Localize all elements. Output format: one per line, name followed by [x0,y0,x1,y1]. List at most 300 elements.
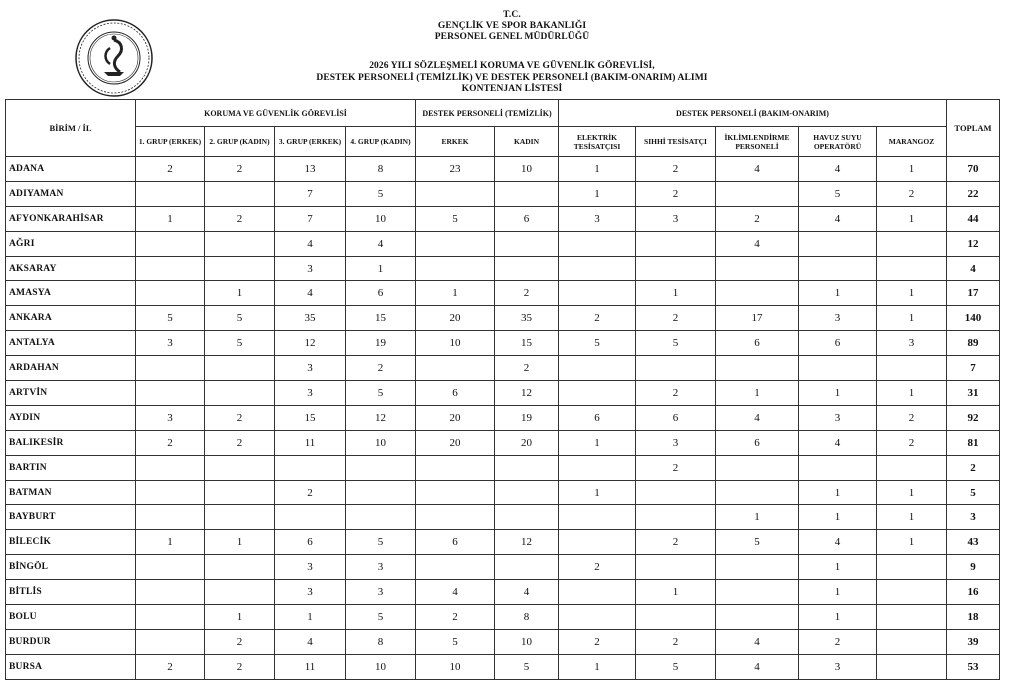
total-cell: 70 [947,157,1000,182]
quota-cell: 11 [275,654,346,679]
subheader-4: ERKEK [416,127,495,157]
quota-cell: 1 [716,381,799,406]
quota-cell [205,505,275,530]
quota-cell: 2 [877,181,947,206]
quota-cell: 3 [799,306,877,331]
quota-cell: 2 [636,629,716,654]
quota-cell: 4 [799,206,877,231]
header-line-5: DESTEK PERSONELİ (TEMİZLİK) VE DESTEK PERSONELİ (BAKIM-ONARIM) ALIMI [316,72,708,83]
quota-cell: 10 [416,654,495,679]
province-name: BURSA [6,654,136,679]
province-name: BOLU [6,605,136,630]
quota-cell: 3 [799,405,877,430]
quota-cell: 5 [495,654,559,679]
province-name: AFYONKARAHİSAR [6,206,136,231]
quota-cell: 4 [716,405,799,430]
quota-cell [136,629,205,654]
quota-cell [636,231,716,256]
quota-cell [559,256,636,281]
quota-cell: 1 [559,430,636,455]
quota-cell [205,480,275,505]
quota-cell: 19 [346,331,416,356]
table-row [6,157,1000,182]
quota-cell [416,231,495,256]
quota-cell: 6 [716,430,799,455]
quota-cell: 4 [799,530,877,555]
quota-cell [716,555,799,580]
province-name: BİLECİK [6,530,136,555]
col-birim-header: BİRİM / İL [6,100,136,157]
quota-cell [205,256,275,281]
quota-cell [495,231,559,256]
quota-cell: 2 [636,530,716,555]
table-row [6,256,1000,281]
quota-cell: 3 [275,356,346,381]
total-cell: 12 [947,231,1000,256]
table-row [6,181,1000,206]
quota-cell [716,181,799,206]
subheader-3: 4. GRUP (KADIN) [346,127,416,157]
quota-cell: 3 [136,331,205,356]
quota-cell: 1 [877,530,947,555]
quota-cell: 2 [346,356,416,381]
quota-cell [205,181,275,206]
quota-cell [559,580,636,605]
quota-cell [136,455,205,480]
province-name: ARDAHAN [6,356,136,381]
quota-cell: 3 [346,580,416,605]
quota-cell [495,256,559,281]
quota-cell: 5 [205,331,275,356]
total-cell: 16 [947,580,1000,605]
quota-cell [877,231,947,256]
total-cell: 3 [947,505,1000,530]
quota-cell: 1 [636,281,716,306]
quota-cell: 1 [205,530,275,555]
quota-cell: 1 [799,480,877,505]
quota-cell: 1 [877,306,947,331]
quota-cell: 4 [799,157,877,182]
quota-cell: 1 [877,480,947,505]
quota-cell: 5 [416,629,495,654]
quota-cell [275,455,346,480]
quota-cell: 2 [205,206,275,231]
quota-cell: 20 [416,405,495,430]
quota-cell: 19 [495,405,559,430]
quota-cell [559,381,636,406]
quota-cell: 6 [716,331,799,356]
table-row [6,455,1000,480]
province-name: AMASYA [6,281,136,306]
quota-cell: 1 [275,605,346,630]
quota-cell: 4 [346,231,416,256]
quota-cell: 15 [346,306,416,331]
quota-cell [136,356,205,381]
quota-cell: 5 [346,181,416,206]
quota-cell: 3 [275,381,346,406]
quota-cell: 2 [636,181,716,206]
quota-table [5,99,1000,680]
quota-cell: 1 [877,206,947,231]
quota-cell: 5 [346,605,416,630]
header-line-4: 2026 YILI SÖZLEŞMELİ KORUMA VE GÜVENLİK GÖREVLİSİ, [369,61,655,71]
quota-cell: 4 [716,654,799,679]
quota-cell: 35 [495,306,559,331]
quota-cell [416,455,495,480]
quota-cell [559,530,636,555]
quota-cell [205,555,275,580]
quota-cell [495,480,559,505]
quota-cell [799,356,877,381]
quota-cell [136,181,205,206]
total-cell: 7 [947,356,1000,381]
quota-cell: 2 [495,281,559,306]
quota-cell [716,356,799,381]
quota-cell: 4 [716,157,799,182]
quota-cell: 1 [559,480,636,505]
quota-cell: 5 [205,306,275,331]
subheader-5: KADIN [495,127,559,157]
quota-cell: 2 [877,430,947,455]
province-name: AĞRI [6,231,136,256]
quota-cell: 12 [275,331,346,356]
quota-cell: 7 [275,181,346,206]
quota-cell: 2 [416,605,495,630]
quota-cell [559,281,636,306]
total-cell: 92 [947,405,1000,430]
quota-cell: 8 [495,605,559,630]
province-name: BATMAN [6,480,136,505]
table-row [6,405,1000,430]
quota-cell: 1 [136,530,205,555]
quota-cell: 5 [416,206,495,231]
quota-cell: 4 [495,580,559,605]
quota-cell [346,480,416,505]
quota-cell: 1 [559,157,636,182]
quota-cell [636,555,716,580]
quota-cell: 3 [275,580,346,605]
table-row [6,231,1000,256]
quota-cell: 1 [877,157,947,182]
quota-cell [877,654,947,679]
quota-cell [136,231,205,256]
quota-cell: 2 [799,629,877,654]
quota-cell: 6 [799,331,877,356]
quota-cell: 6 [416,381,495,406]
quota-cell [716,605,799,630]
quota-cell: 8 [346,629,416,654]
quota-cell: 2 [205,405,275,430]
province-name: AYDIN [6,405,136,430]
quota-cell: 5 [716,530,799,555]
quota-cell [799,455,877,480]
quota-cell [799,256,877,281]
quota-cell: 6 [636,405,716,430]
quota-cell: 2 [205,654,275,679]
total-cell: 89 [947,331,1000,356]
quota-cell [136,281,205,306]
quota-cell: 3 [136,405,205,430]
quota-cell: 11 [275,430,346,455]
quota-cell: 10 [346,430,416,455]
quota-cell [716,480,799,505]
quota-cell [416,356,495,381]
quota-cell: 5 [346,530,416,555]
group-bakim-header: DESTEK PERSONELİ (BAKIM-ONARIM) [559,100,947,127]
total-cell: 18 [947,605,1000,630]
quota-cell: 1 [205,605,275,630]
quota-cell [716,281,799,306]
header-line-1: T.C. [503,10,521,20]
quota-cell: 3 [275,555,346,580]
quota-cell: 8 [346,157,416,182]
quota-cell [205,231,275,256]
total-cell: 22 [947,181,1000,206]
province-name: BAYBURT [6,505,136,530]
quota-cell: 1 [799,605,877,630]
province-name: AKSARAY [6,256,136,281]
quota-cell: 1 [205,281,275,306]
quota-cell: 5 [136,306,205,331]
quota-cell: 20 [416,306,495,331]
quota-cell: 2 [636,381,716,406]
quota-cell: 2 [275,480,346,505]
quota-cell: 1 [716,505,799,530]
quota-cell: 2 [877,405,947,430]
subheader-2: 3. GRUP (ERKEK) [275,127,346,157]
quota-cell: 6 [275,530,346,555]
quota-cell: 3 [636,430,716,455]
quota-cell: 17 [716,306,799,331]
quota-cell: 6 [559,405,636,430]
subheader-10: MARANGOZ [877,127,947,157]
quota-cell [636,605,716,630]
col-toplam-header: TOPLAM [947,100,1000,157]
quota-cell [416,505,495,530]
quota-cell: 1 [877,505,947,530]
table-row [6,356,1000,381]
quota-cell: 2 [205,157,275,182]
total-cell: 9 [947,555,1000,580]
quota-cell: 10 [416,331,495,356]
quota-cell: 5 [636,654,716,679]
quota-cell: 6 [346,281,416,306]
quota-cell: 1 [559,654,636,679]
quota-cell: 12 [346,405,416,430]
quota-cell: 20 [495,430,559,455]
quota-cell [716,580,799,605]
total-cell: 53 [947,654,1000,679]
quota-cell: 3 [275,256,346,281]
table-row [6,505,1000,530]
total-cell: 2 [947,455,1000,480]
quota-cell [559,231,636,256]
quota-cell: 35 [275,306,346,331]
quota-cell: 4 [275,629,346,654]
total-cell: 81 [947,430,1000,455]
table-row [6,580,1000,605]
quota-cell [205,580,275,605]
quota-cell [205,455,275,480]
quota-cell [136,256,205,281]
quota-cell: 10 [495,629,559,654]
quota-cell: 7 [275,206,346,231]
table-row [6,331,1000,356]
quota-cell: 1 [416,281,495,306]
quota-cell [275,505,346,530]
table-row [6,430,1000,455]
quota-cell [136,580,205,605]
table-row [6,605,1000,630]
quota-cell [877,555,947,580]
quota-cell: 10 [495,157,559,182]
quota-cell [495,555,559,580]
quota-cell: 10 [346,654,416,679]
quota-cell: 2 [636,455,716,480]
quota-cell: 2 [716,206,799,231]
total-cell: 43 [947,530,1000,555]
table-row [6,206,1000,231]
quota-cell: 15 [275,405,346,430]
quota-cell [205,381,275,406]
province-name: ADANA [6,157,136,182]
quota-cell: 20 [416,430,495,455]
subheader-6: ELEKTRİK TESİSATÇISI [559,127,636,157]
quota-cell [877,455,947,480]
quota-cell [346,455,416,480]
quota-cell: 1 [877,281,947,306]
quota-cell [636,480,716,505]
subheader-1: 2. GRUP (KADIN) [205,127,275,157]
quota-cell [205,356,275,381]
quota-cell [799,231,877,256]
quota-cell: 5 [799,181,877,206]
subheader-8: İKLİMLENDİRME PERSONELİ [716,127,799,157]
province-name: ARTVİN [6,381,136,406]
province-name: BURDUR [6,629,136,654]
quota-cell [559,455,636,480]
quota-cell [877,605,947,630]
quota-cell: 2 [636,306,716,331]
quota-cell: 3 [636,206,716,231]
quota-cell [877,580,947,605]
quota-cell: 3 [559,206,636,231]
quota-cell: 1 [636,580,716,605]
quota-cell [559,605,636,630]
quota-cell: 1 [799,381,877,406]
quota-cell: 15 [495,331,559,356]
quota-cell: 2 [559,629,636,654]
header-line-3: PERSONEL GENEL MÜDÜRLÜĞÜ [434,32,590,42]
quota-cell [877,356,947,381]
province-name: ANKARA [6,306,136,331]
header-line-2: GENÇLİK VE SPOR BAKANLIĞI [437,21,587,31]
table-row [6,281,1000,306]
quota-cell: 5 [559,331,636,356]
subheader-7: SIHHİ TESİSATÇI [636,127,716,157]
quota-cell: 2 [136,430,205,455]
quota-cell: 6 [495,206,559,231]
quota-cell: 5 [636,331,716,356]
table-row [6,629,1000,654]
quota-cell [136,381,205,406]
total-cell: 39 [947,629,1000,654]
quota-cell: 4 [716,629,799,654]
quota-cell: 2 [205,430,275,455]
table-row [6,306,1000,331]
quota-cell: 1 [799,555,877,580]
quota-cell: 1 [136,206,205,231]
quota-cell [495,455,559,480]
quota-cell [416,256,495,281]
quota-cell: 6 [416,530,495,555]
quota-cell [136,555,205,580]
quota-cell: 3 [346,555,416,580]
quota-cell [416,181,495,206]
total-cell: 17 [947,281,1000,306]
province-name: BİTLİS [6,580,136,605]
quota-cell: 1 [799,505,877,530]
total-cell: 31 [947,381,1000,406]
quota-cell: 4 [275,281,346,306]
quota-cell: 5 [346,381,416,406]
quota-cell: 2 [136,157,205,182]
quota-cell [416,555,495,580]
quota-cell [136,505,205,530]
quota-cell [877,256,947,281]
province-name: ANTALYA [6,331,136,356]
quota-cell [559,356,636,381]
quota-cell: 12 [495,530,559,555]
quota-cell: 3 [799,654,877,679]
quota-cell [136,605,205,630]
quota-cell: 2 [559,555,636,580]
quota-cell: 1 [799,580,877,605]
province-name: BALIKESİR [6,430,136,455]
table-row [6,381,1000,406]
quota-cell: 2 [636,157,716,182]
quota-cell: 1 [877,381,947,406]
province-name: ADIYAMAN [6,181,136,206]
total-cell: 140 [947,306,1000,331]
quota-cell: 13 [275,157,346,182]
quota-cell [346,505,416,530]
quota-cell: 2 [136,654,205,679]
quota-cell: 2 [205,629,275,654]
province-name: BARTIN [6,455,136,480]
quota-cell [416,480,495,505]
quota-cell: 4 [275,231,346,256]
quota-cell [495,181,559,206]
quota-cell: 23 [416,157,495,182]
quota-cell [716,455,799,480]
table-row [6,654,1000,679]
quota-cell [877,629,947,654]
subheader-0: 1. GRUP (ERKEK) [136,127,205,157]
table-row [6,555,1000,580]
table-row [6,530,1000,555]
quota-cell [636,256,716,281]
quota-cell: 4 [799,430,877,455]
total-cell: 4 [947,256,1000,281]
total-cell: 5 [947,480,1000,505]
quota-cell: 4 [716,231,799,256]
quota-cell [136,480,205,505]
group-koruma-header: KORUMA VE GÜVENLİK GÖREVLİSİ [136,100,416,127]
total-cell: 44 [947,206,1000,231]
quota-cell: 4 [416,580,495,605]
quota-cell: 1 [559,181,636,206]
